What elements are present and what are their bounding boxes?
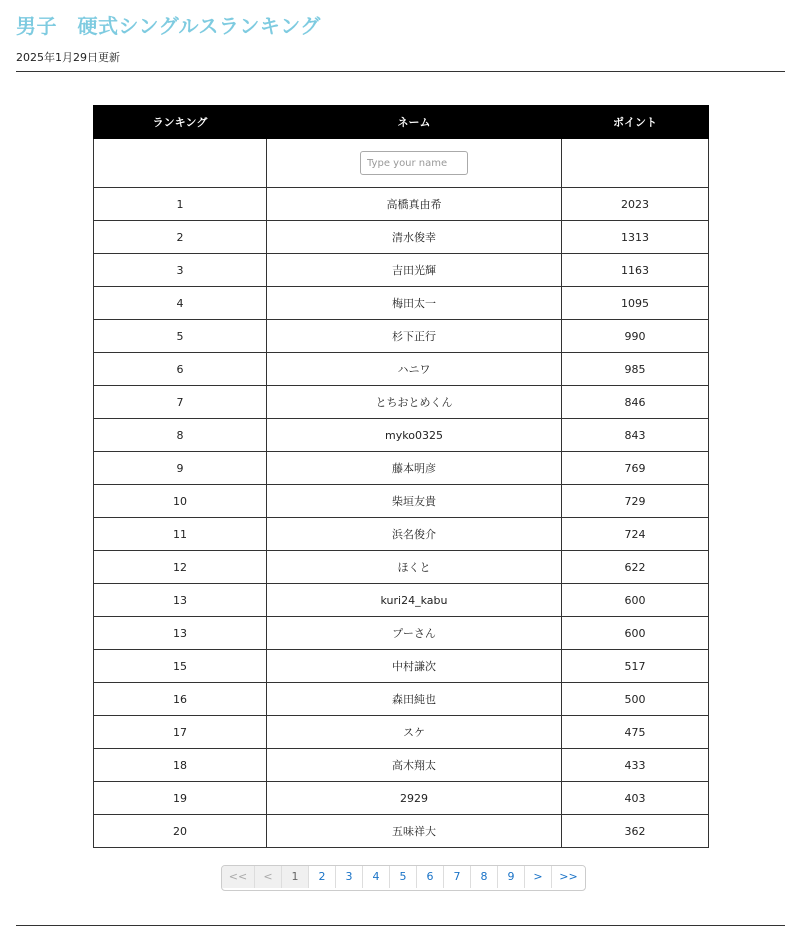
name-cell: プーさん	[267, 617, 562, 650]
pagination-page-5[interactable]: 5	[390, 866, 417, 888]
name-cell: 藤本明彦	[267, 452, 562, 485]
name-cell: スケ	[267, 716, 562, 749]
table-row	[94, 221, 709, 254]
rank-cell: 1	[94, 188, 267, 221]
points-cell: 846	[562, 386, 709, 419]
table-row	[94, 683, 709, 716]
table-row	[94, 485, 709, 518]
name-cell: 五味祥大	[267, 815, 562, 848]
name-cell: 森田純也	[267, 683, 562, 716]
name-cell: とちおとめくん	[267, 386, 562, 419]
table-row	[94, 188, 709, 221]
rank-cell: 19	[94, 782, 267, 815]
name-cell: 梅田太一	[267, 287, 562, 320]
pagination-page-7[interactable]: 7	[444, 866, 471, 888]
points-cell: 500	[562, 683, 709, 716]
pagination-next-button[interactable]: >	[525, 866, 552, 888]
name-column-header[interactable]: ネーム	[267, 106, 562, 139]
table-row	[94, 353, 709, 386]
rank-cell: 5	[94, 320, 267, 353]
points-cell: 433	[562, 749, 709, 782]
name-filter-cell	[267, 139, 562, 188]
name-cell: 杉下正行	[267, 320, 562, 353]
rank-cell: 3	[94, 254, 267, 287]
bottom-divider	[16, 925, 785, 926]
rank-cell: 7	[94, 386, 267, 419]
name-cell: 高橋真由希	[267, 188, 562, 221]
table-row	[94, 287, 709, 320]
pagination-page-9[interactable]: 9	[498, 866, 525, 888]
pagination-page-8[interactable]: 8	[471, 866, 498, 888]
points-cell: 403	[562, 782, 709, 815]
name-cell: 清水俊幸	[267, 221, 562, 254]
rank-cell: 15	[94, 650, 267, 683]
table-row	[94, 419, 709, 452]
updated-date: 2025年1月29日更新	[16, 51, 120, 64]
table-row	[94, 551, 709, 584]
table-row	[94, 320, 709, 353]
table-row	[94, 518, 709, 551]
rank-cell: 12	[94, 551, 267, 584]
name-cell: ハニワ	[267, 353, 562, 386]
points-cell: 985	[562, 353, 709, 386]
name-cell: 吉田光輝	[267, 254, 562, 287]
points-column-header[interactable]: ポイント	[562, 106, 709, 139]
rank-cell: 17	[94, 716, 267, 749]
rank-column-header[interactable]: ランキング	[94, 106, 267, 139]
name-cell: 2929	[267, 782, 562, 815]
rank-cell: 4	[94, 287, 267, 320]
rank-cell: 6	[94, 353, 267, 386]
points-cell: 475	[562, 716, 709, 749]
pagination-page-1[interactable]: 1	[282, 866, 309, 888]
points-cell: 769	[562, 452, 709, 485]
points-cell: 990	[562, 320, 709, 353]
table-header-row	[94, 106, 709, 139]
rank-cell: 13	[94, 617, 267, 650]
pagination-page-4[interactable]: 4	[363, 866, 390, 888]
points-cell: 622	[562, 551, 709, 584]
rank-filter-cell	[94, 139, 267, 188]
points-filter-cell	[562, 139, 709, 188]
points-cell: 1095	[562, 287, 709, 320]
name-search-input[interactable]	[360, 151, 468, 175]
ranking-table	[93, 105, 709, 848]
table-row	[94, 386, 709, 419]
points-cell: 362	[562, 815, 709, 848]
pagination	[221, 865, 586, 891]
pagination-page-2[interactable]: 2	[309, 866, 336, 888]
points-cell: 1163	[562, 254, 709, 287]
table-row	[94, 716, 709, 749]
rank-cell: 13	[94, 584, 267, 617]
name-cell: 浜名俊介	[267, 518, 562, 551]
points-cell: 1313	[562, 221, 709, 254]
name-cell: 中村謙次	[267, 650, 562, 683]
table-row	[94, 650, 709, 683]
pagination-prev-button: <	[255, 866, 282, 888]
rank-cell: 8	[94, 419, 267, 452]
table-row	[94, 815, 709, 848]
rank-cell: 16	[94, 683, 267, 716]
rank-cell: 20	[94, 815, 267, 848]
points-cell: 517	[562, 650, 709, 683]
rank-cell: 2	[94, 221, 267, 254]
points-cell: 729	[562, 485, 709, 518]
rank-cell: 10	[94, 485, 267, 518]
page-title: 男子 硬式シングルスランキング	[16, 14, 321, 38]
name-cell: myko0325	[267, 419, 562, 452]
pagination-last-button[interactable]: >>	[552, 866, 585, 888]
pagination-first-button: <<	[222, 866, 255, 888]
table-row	[94, 452, 709, 485]
rank-cell: 9	[94, 452, 267, 485]
table-row	[94, 749, 709, 782]
top-divider	[16, 71, 785, 72]
points-cell: 600	[562, 584, 709, 617]
points-cell: 843	[562, 419, 709, 452]
name-cell: kuri24_kabu	[267, 584, 562, 617]
rank-cell: 18	[94, 749, 267, 782]
name-cell: ほくと	[267, 551, 562, 584]
points-cell: 600	[562, 617, 709, 650]
table-row	[94, 617, 709, 650]
name-cell: 柴垣友貴	[267, 485, 562, 518]
rank-cell: 11	[94, 518, 267, 551]
points-cell: 724	[562, 518, 709, 551]
filter-row	[94, 139, 709, 188]
name-cell: 高木翔太	[267, 749, 562, 782]
pagination-page-6[interactable]: 6	[417, 866, 444, 888]
table-row	[94, 782, 709, 815]
table-row	[94, 584, 709, 617]
points-cell: 2023	[562, 188, 709, 221]
table-row	[94, 254, 709, 287]
pagination-page-3[interactable]: 3	[336, 866, 363, 888]
